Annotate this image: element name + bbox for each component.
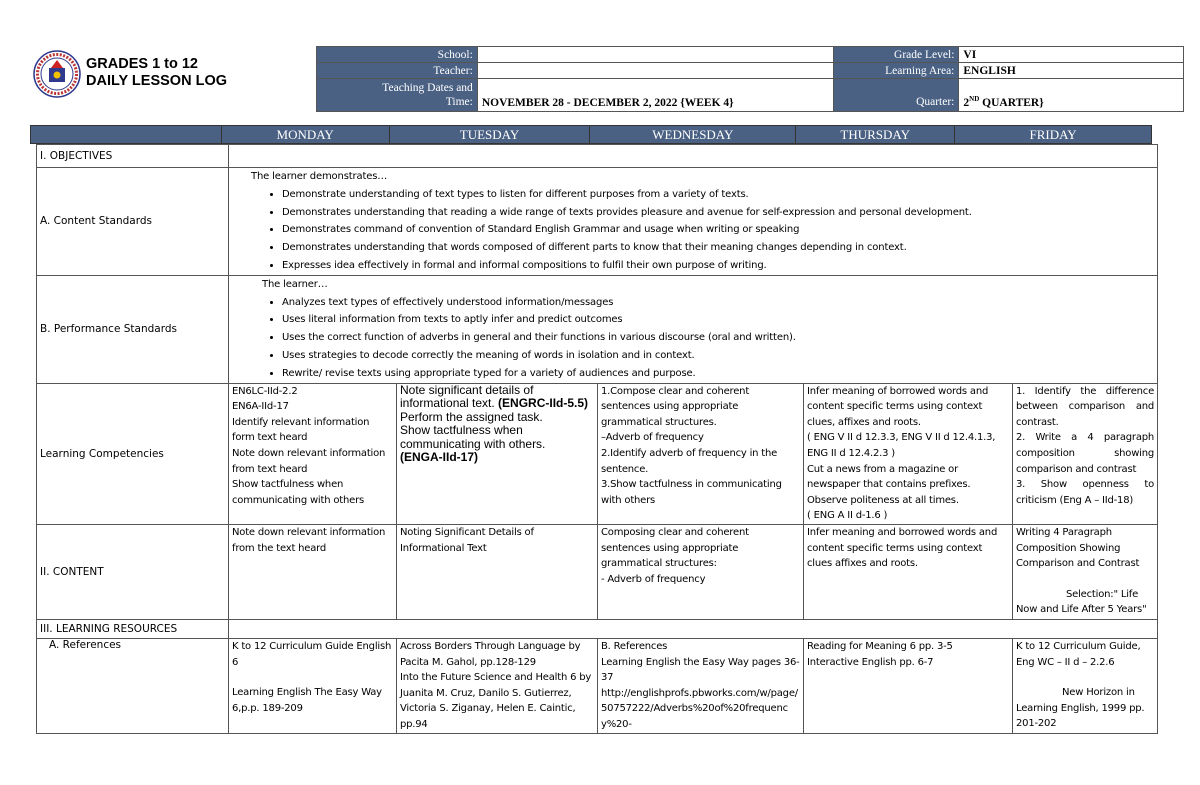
references-friday: K to 12 Curriculum Guide, Eng WC – II d – 2.2.6 New Horizon in Learning English, 1999 pp. 201-202 <box>1013 638 1158 733</box>
performance-standards-list <box>232 294 1154 383</box>
title-line-2: DAILY LESSON LOG <box>86 73 227 89</box>
competencies-thursday: Infer meaning of borrowed words and content specific terms using context clues, affixes and roots. ( ENG V II d 12.3.3, ENG V II d 12.4.1.3, ENG II d 12.4.2.3 ) Cut a news from a magazine or newspaper that contains prefixes. Observe politeness at all times. ( ENG A II d-1.6 ) <box>804 383 1013 524</box>
objectives-label: I. OBJECTIVES <box>37 145 229 168</box>
dates-label: Teaching Dates and Time: <box>317 79 478 112</box>
day-header-thursday: THURSDAY <box>796 126 955 144</box>
deped-seal-logo <box>33 50 81 98</box>
teacher-label: Teacher: <box>317 63 478 79</box>
content-row <box>37 524 1158 619</box>
day-header-wednesday: WEDNESDAY <box>590 126 796 144</box>
lesson-info-table <box>316 46 1184 112</box>
grade-level-label: Grade Level: <box>833 47 959 63</box>
day-header-bar <box>30 125 1152 144</box>
content-label: II. CONTENT <box>37 524 229 619</box>
lesson-plan-grid <box>36 144 1158 734</box>
resources-blank <box>229 619 1158 638</box>
competencies-friday: 1. Identify the difference between comparison and contrast. 2. Write a 4 paragraph composition showing comparison and contrast 3. Show openness to criticism (Eng A – IId-18) <box>1013 383 1158 524</box>
list-item: • Uses the correct function of adverbs in general and their functions in various discourse (oral and written). <box>282 329 1154 347</box>
performance-standards-label: B. Performance Standards <box>37 275 229 383</box>
references-tuesday: Across Borders Through Language by Pacita M. Gahol, pp.128-129 Into the Future Science and Health 6 by Juanita M. Cruz, Danilo S. Gutierrez, Victoria S. Ziganay, Helen E. Caintic, pp.94 <box>397 638 598 733</box>
content-tuesday: Noting Significant Details of Informational Text <box>397 524 598 619</box>
list-item: • Uses literal information from texts to aptly infer and predict outcomes <box>282 311 1154 329</box>
references-label: A. References <box>37 638 229 733</box>
content-monday: Note down relevant information from the text heard <box>229 524 397 619</box>
resources-row <box>37 619 1158 638</box>
references-monday: K to 12 Curriculum Guide English 6 Learning English The Easy Way 6,p.p. 189-209 <box>229 638 397 733</box>
list-item: • Demonstrates understanding that words composed of different parts to know that their meaning changes depending in context. <box>282 239 1154 257</box>
learning-area-label: Learning Area: <box>833 63 959 79</box>
competencies-monday: EN6LC-IId-2.2 EN6A-IId-17 Identify relevant information form text heard Note down relevant information from text heard Show tactfulness when communicating with others <box>229 383 397 524</box>
quarter-label: Quarter: <box>833 79 959 112</box>
title-line-1: GRADES 1 to 12 <box>86 56 198 72</box>
list-item: • Demonstrates understanding that reading a wide range of texts provides pleasure and avenue for self-expression and personal development. <box>282 204 1154 222</box>
grade-level-value: VI <box>959 47 1184 63</box>
document-title <box>86 56 227 90</box>
day-header-monday: MONDAY <box>221 126 389 144</box>
content-standards-cell <box>229 168 1158 276</box>
school-value <box>477 47 833 63</box>
quarter-value: 2ND QUARTER} <box>959 79 1184 112</box>
references-row <box>37 638 1158 733</box>
competencies-row <box>37 383 1158 524</box>
list-item: • Uses strategies to decode correctly the meaning of words in isolation and in context. <box>282 347 1154 365</box>
school-label: School: <box>317 47 478 63</box>
list-item: • Expresses idea effectively in formal and informal compositions to fulfil their own purpose of writing. <box>282 257 1154 275</box>
competencies-label: Learning Competencies <box>37 383 229 524</box>
performance-standards-row <box>37 275 1158 383</box>
resources-label: III. LEARNING RESOURCES <box>37 619 229 638</box>
list-item: • Demonstrates command of convention of Standard English Grammar and usage when writing or speaking <box>282 221 1154 239</box>
objectives-row <box>37 145 1158 168</box>
content-standards-intro: The learner demonstrates… <box>251 171 388 182</box>
teacher-value <box>477 63 833 79</box>
objectives-blank <box>229 145 1158 168</box>
competencies-wednesday: 1.Compose clear and coherent sentences using appropriate grammatical structures. –Adverb of frequency 2.Identify adverb of frequency in the sentence. 3.Show tactfulness in communicating with others <box>598 383 804 524</box>
content-thursday: Infer meaning and borrowed words and content specific terms using context clues affixes and roots. <box>804 524 1013 619</box>
learning-area-value: ENGLISH <box>959 63 1184 79</box>
day-header-blank <box>31 126 222 144</box>
performance-standards-intro: The learner… <box>262 278 328 290</box>
performance-standards-cell <box>229 275 1158 383</box>
competencies-tuesday: Note significant details of informational text. (ENGRC-IId-5.5) Perform the assigned task. Show tactfulness when communicating with others. (ENGA-IId-17) <box>397 383 598 524</box>
list-item: • Analyzes text types of effectively understood information/messages <box>282 294 1154 312</box>
content-standards-label: A. Content Standards <box>37 168 229 276</box>
content-wednesday: Composing clear and coherent sentences using appropriate grammatical structures: - Adverb of frequency <box>598 524 804 619</box>
day-header-tuesday: TUESDAY <box>389 126 590 144</box>
day-header-friday: FRIDAY <box>955 126 1152 144</box>
content-friday: Writing 4 Paragraph Composition Showing Comparison and Contrast Selection:" Life Now and Life After 5 Years" <box>1013 524 1158 619</box>
content-standards-row <box>37 168 1158 276</box>
references-wednesday: B. References Learning English the Easy Way pages 36-37 http://englishprofs.pbworks.com/w/page/50757222/Adverbs%20of%20frequency%20- <box>598 638 804 733</box>
list-item: • Demonstrate understanding of text types to listen for different purposes from a variety of texts. <box>282 186 1154 204</box>
references-thursday: Reading for Meaning 6 pp. 3-5 Interactive English pp. 6-7 <box>804 638 1013 733</box>
content-standards-list <box>232 186 1154 275</box>
dates-value: NOVEMBER 28 - DECEMBER 2, 2022 {WEEK 4} <box>477 79 833 112</box>
list-item: • Rewrite/ revise texts using appropriate typed for a variety of audiences and purpose. <box>282 365 1154 383</box>
